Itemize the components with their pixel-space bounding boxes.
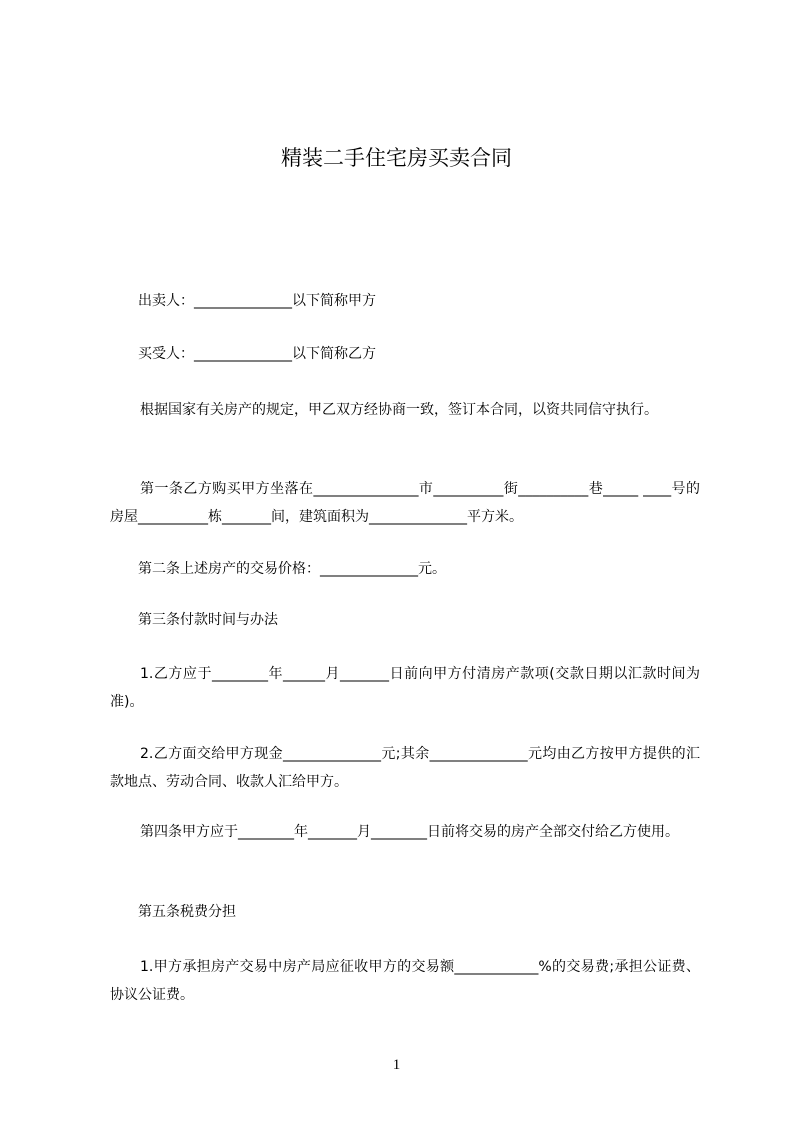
article-3-heading: 第三条付款时间与办法: [138, 612, 278, 628]
buyer-line: 买受人：______________以下简称乙方: [138, 346, 376, 362]
article-1-paragraph: 第一条乙方购买甲方坐落在_______________市__________街__________巷_____ ____号的房屋__________栋_______间，建筑面积为______________平方米。: [110, 481, 700, 525]
article-3-item-1: 1.乙方应于________年______月_______日前向甲方付清房产款项(交款日期以汇款时间为准)。: [110, 666, 700, 710]
document-title: 精装二手住宅房买卖合同: [281, 146, 512, 170]
article-5-item-1: 1.甲方承担房产交易中房产局应征收甲方的交易额____________%的交易费;承担公证费、协议公证费。: [110, 959, 700, 1003]
article-3-item-2: 2.乙方面交给甲方现金______________元;其余______________元均由乙方按甲方提供的汇款地点、劳动合同、收款人汇给甲方。: [110, 746, 700, 790]
page-number: 1: [392, 1057, 401, 1073]
seller-line: 出卖人：______________以下简称甲方: [138, 293, 376, 309]
preamble-paragraph: 根据国家有关房产的规定，甲乙双方经协商一致，签订本合同，以资共同信守执行。: [140, 402, 658, 418]
article-5-heading: 第五条税费分担: [138, 904, 236, 920]
article-4-paragraph: 第四条甲方应于________年_______月________日前将交易的房产全部交付给乙方使用。: [140, 824, 679, 840]
article-2-paragraph: 第二条上述房产的交易价格：______________元。: [138, 561, 446, 577]
